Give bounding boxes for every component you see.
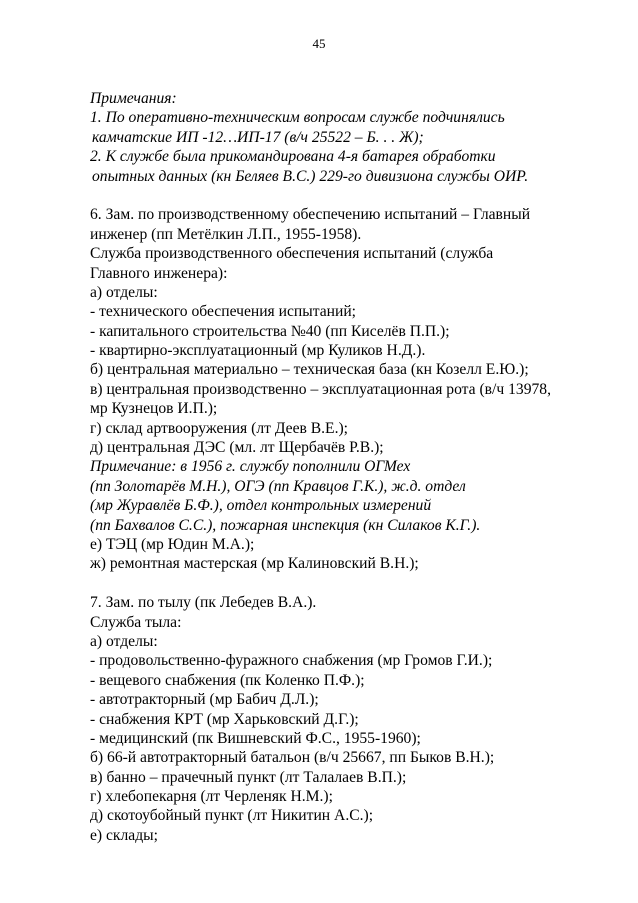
note-line-4: опытных данных (кн Беляев В.С.) 229-го дивизиона службы ОИР. — [92, 167, 529, 185]
section-7-line: - вещевого снабжения (пк Коленко П.Ф.); — [90, 671, 365, 689]
document-body — [90, 89, 610, 845]
section-6 — [90, 205, 610, 573]
paragraph-gap — [90, 574, 610, 593]
section-6-line: ж) ремонтная мастерская (мр Калиновский В.Н.); — [90, 555, 419, 573]
note-line-3: 2. К службе была прикомандирована 4-я батарея обработки — [90, 148, 496, 166]
section-7-heading: 7. Зам. по тылу (пк Лебедев В.А.). — [90, 594, 317, 612]
note-line-1: 1. По оперативно-техническим вопросам службе подчинялись — [90, 109, 505, 127]
section-6-line: б) центральная материально – техническая база (кн Козелл Е.Ю.); — [90, 361, 529, 379]
section-6-note-line: (мр Журавлёв Б.Ф.), отдел контрольных измерений — [90, 497, 432, 515]
section-6-line: - технического обеспечения испытаний; — [90, 303, 357, 321]
section-7-line: - продовольственно-фуражного снабжения (мр Громов Г.И.); — [90, 652, 493, 670]
section-6-line: инженер (пп Метёлкин Л.П., 1955-1958). — [90, 225, 362, 243]
section-7-line: в) банно – прачечный пункт (лт Талалаев В.П.); — [90, 768, 407, 786]
section-7-line: б) 66-й автотракторный батальон (в/ч 25667, пп Быков В.Н.); — [90, 749, 495, 767]
section-7-line: д) скотоубойный пункт (лт Никитин А.С.); — [90, 807, 374, 825]
section-7-line: Служба тыла: — [90, 613, 182, 631]
section-6-line: е) ТЭЦ (мр Юдин М.А.); — [90, 535, 255, 553]
section-6-line: Главного инженера): — [90, 264, 228, 282]
notes-block — [90, 89, 610, 186]
section-7-line: - автотракторный (мр Бабич Д.Л.); — [90, 691, 319, 709]
section-7-line: - снабжения КРТ (мр Харьковский Д.Г.); — [90, 710, 359, 728]
section-6-line: в) центральная производственно – эксплуатационная рота (в/ч 13978, — [90, 380, 552, 398]
section-6-line: - квартирно-эксплуатационный (мр Куликов Н.Д.). — [90, 342, 426, 360]
section-6-line: г) склад артвооружения (лт Деев В.Е.); — [90, 419, 348, 437]
note-line-2: камчатские ИП -12…ИП-17 (в/ч 25522 – Б. . . Ж); — [92, 128, 424, 146]
section-6-line: д) центральная ДЭС (мл. лт Щербачёв Р.В.); — [90, 439, 384, 457]
section-6-line: мр Кузнецов И.П.); — [90, 400, 218, 418]
page-number: 45 — [312, 36, 326, 51]
notes-heading: Примечания: — [90, 90, 177, 107]
section-6-heading: 6. Зам. по производственному обеспечению испытаний – Главный — [90, 206, 531, 224]
section-6-note-line: (пп Бахвалов С.С.), пожарная инспекция (кн Силаков К.Г.). — [90, 516, 481, 534]
section-6-note — [90, 457, 610, 535]
section-6-line: а) отделы: — [90, 283, 158, 301]
section-6-note-line: (пп Золотарёв М.Н.), ОГЭ (пп Кравцов Г.К.), ж.д. отдел — [90, 477, 466, 495]
section-6-line: - капитального строительства №40 (пп Киселёв П.П.); — [90, 322, 450, 340]
section-6-note-line: Примечание: в 1956 г. службу пополнили ОГМех — [90, 458, 411, 476]
section-6-line: Служба производственного обеспечения испытаний (служба — [90, 245, 494, 263]
section-7-line: а) отделы: — [90, 632, 158, 650]
section-7 — [90, 593, 610, 845]
section-7-line: г) хлебопекарня (лт Черленяк Н.М.); — [90, 788, 333, 806]
section-7-line: - медицинский (пк Вишневский Ф.С., 1955-1960); — [90, 729, 421, 747]
paragraph-gap — [90, 186, 610, 205]
section-7-line: е) склады; — [90, 826, 158, 844]
